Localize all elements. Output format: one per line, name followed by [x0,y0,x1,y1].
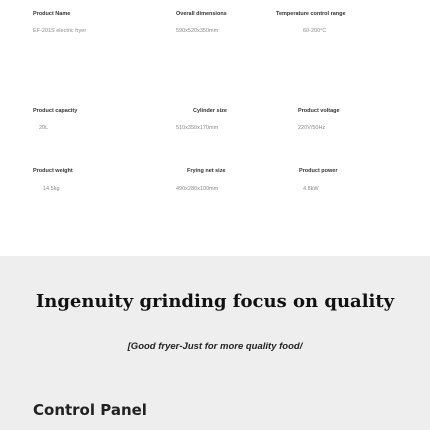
spec-label: Product Name [33,11,71,17]
spec-value: 490x280x100mm [176,186,219,192]
spec-label: Overall dimensions [176,11,227,17]
spec-product-name [33,11,86,35]
spec-product-capacity [33,108,77,132]
spec-value: EF-201S electric fryer [33,28,87,34]
spec-label: Product capacity [33,108,78,114]
spec-frying-net-size [176,168,226,193]
spec-label: Cylinder size [193,108,227,114]
spec-value: 590x520x350mm [176,28,219,34]
spec-value: 60-200°C [303,28,327,34]
spec-value: 510x350x170mm [176,125,219,131]
spec-label: Frying net size [187,168,226,174]
spec-product-weight [33,168,73,193]
spec-label: Product weight [33,168,73,174]
spec-product-voltage [298,108,340,132]
feature-headline: Ingenuity grinding focus on quality [35,291,395,312]
spec-cylinder-size [176,108,227,132]
spec-value: 220V/50Hz [298,125,326,131]
spec-overall-dimensions [176,11,227,35]
spec-label: Temperature control range [276,11,346,17]
spec-value: 20L [39,125,49,131]
spec-value: 4.8kW [303,186,319,192]
section-title-control-panel: Control Panel [33,401,147,419]
spec-value: 14.5kg [43,186,60,192]
spec-label: Product power [299,168,338,174]
spec-temperature-range [276,11,346,35]
spec-product-power [299,168,338,193]
spec-label: Product voltage [298,108,340,114]
feature-subline: [Good fryer-Just for more quality food/ [127,341,303,352]
